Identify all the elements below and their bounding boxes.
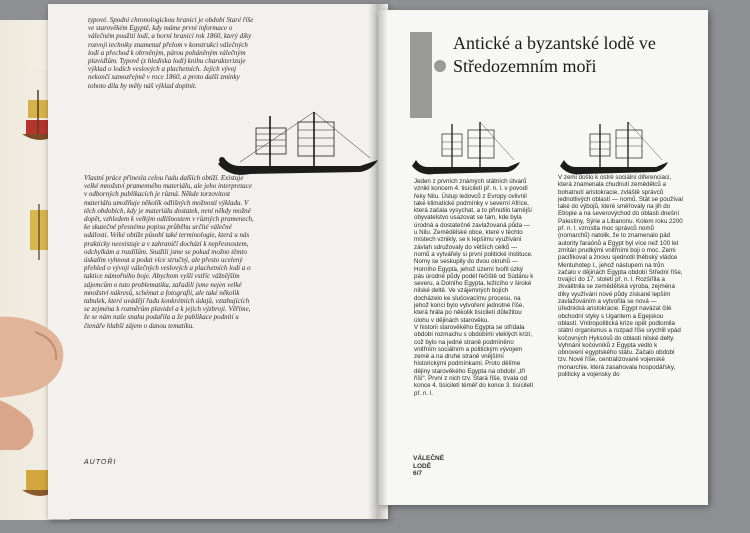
book-gutter xyxy=(368,4,388,519)
ship-illustration-icon xyxy=(210,108,380,182)
chapter-title: Antické a byzantské lodě ve Středozemním moři xyxy=(453,33,656,76)
chapter-dot-icon xyxy=(434,60,446,72)
ship-illustration-icon xyxy=(408,120,520,180)
ship-illustration-icon xyxy=(556,120,668,180)
article-column-1: Jeden z prvních známých státních útvarů vznikl koncem 4. tisíciletí př. n. l. v povodí řeky Nilu. Ústup ledovců z Evropy ovlivnil také klimatické podmínky v severní Africe, která začala vysychat, a to přinutilo tamější obyvatelstvo usazovat se tam, kde byla úrodná a dostatečně zavlažovaná půda — u Nilu. Zemědělské obce, které v těchto místech vznikly, se k lepšímu využívání závlah sdružovaly do větších celků — nomů a vytvářely si první politické instituce. Nomy se seskupily do dvou okruhů — Horního Egypta, jehož území tvořil úzký pás úrodné půdy podél řečiště od Súdánu k severu, a Dolního Egypta, ležícího v široké nilské deltě. Ve vzájemných bojích docházelo ke slučovacímu procesu, na jehož konci bylo vytvoření jednotné říše, která hrála po několik tisíciletí důležitou úlohu v dějinách starověku. V historii starověkého Egypta se střídala období rozmachu s obdobími vleklých krizí, což bylo na jedné straně podmíněno vnitřním sociálním a politickým vývojem země a na druhé straně vnějšími historickými podmínkami. Proto dělíme dějiny starověkého Egypta na období „tří říší“. První z nich tzv. Stará říše, trvala od konce 4. tisíciletí téměř do konce 3. tisíciletí př. n. l. xyxy=(414,178,534,397)
intro-paragraph: typové. Spodní chronologickou hranici je období Staré říše ve starověkém Egyptě, kdy máme první informace o válečném použití lodí, a horní hranicí rok 1860, který díky rozvoji techniky znamenal přelom v konstrukci válečných lodí a přechod k obrněným, párou poháněným válečným plavidlům. Typově (z hlediska lodí) knihu charakterizuje výklad o lodích veslových a plachetních. Jejich vývoj nekončí samozřejmě v roce 1860, a proto další zmínky tohoto díla by měly náš výklad doplnit. xyxy=(88,16,254,90)
authors-signature: AUTOŘI xyxy=(84,459,117,466)
right-page xyxy=(378,10,708,505)
page-footer xyxy=(413,455,444,478)
left-page xyxy=(48,4,388,519)
hand-thumb-icon xyxy=(0,300,75,450)
chapter-numeral xyxy=(410,32,432,118)
footer-series-title-1: VÁLEČNÉ xyxy=(413,455,445,462)
footer-series-title-2: LODĚ xyxy=(413,462,432,470)
preface-paragraph: Vlastní práce přinesla celou řadu dalších obtíží. Existuje velké množství pramenného materiálu, ale jeho interpretace v odborných publikacích je různá. Někde torzovitost materiálu umožňuje několik odlišných možností výkladu. V těch obdobích, kdy je materiálu dostatek, není někdy možné dopět, vzhledem k velkým odlišnostem v různých pramenech, ke skutečné přesnému popisu průběhu určité válečné události. Velké obtíže působí také terminologie, která u nás prakticky neexistuje a v zahraničí dochází k nepřesnostem, odchylkám a rozdílům. Snažili jsme se pokud možno těmto úskalím vyhnout a podat více stručný, ale přesto ucelený přehled o vývoji válečných veslových a plachetních lodí a o taktice námořního boje. Abychom vyšli vstříc vážnějším zájemcům o tuto problematiku, zařadili jsme nejen velké množství nákresů, schémat a fotografií, ale také několik tabulek, které uvádějí řadu konkrétních údajů, vztahujících se zejména k rozměrům plavidel a k jejich výzbroji. Věříme, že se nám naše snaha podařila a že publikace podnítí u čtenáře hlubší zájem o danou tematiku. xyxy=(84,174,254,330)
article-column-2: V zemi došlo k ostré sociální diferenciaci, která znamenala chudnutí zemědělců a bohatnutí aristokracie, zvláště správců jednotlivých oblastí — nomů. Stát se používal také do výbojů, které směřovaly na jih do Etiopie a na severovýchod do oblasti dnešní Palestiny, Sýrie a Libanonu. Kolem roku 2200 př. n. l. vzrostla moc správců nomů (nomarchů) natolik, že to znamenalo pád autority faraónů a Egypt byl více než 100 let zmítán prudkými vnitřními boji o moc. Zemi pacifikoval a znovu sjednotil thébský vládce Mentuhotep I., jehož nástupem na trůn začalo v dějinách Egypta období Střední říše, trvající do 17. století př. n. l. Rozšířila a zkvalitnila se zemědělská výroba, zejména díky využívání nové půdy získané lepším zavlažováním a vytvořila se nová — úřednická aristokracie. Egypt navázal čilé obchodní styky s Ugaritem a Egejskou oblastí. Vnitropolitická krize opět podlomila státní organismus a rozpad říše urychlil vpád kočovných Hyksósů do oblasti nilské delty. Vyhnání kočovníků z Egypta vedlo k obnovení egyptského státu. Začalo období tzv. Nové říše, centralizované vojenské monarchie, která zasahovala hospodářsky, politicky a vojensky do xyxy=(558,174,683,379)
page-number: 6/7 xyxy=(413,470,423,477)
